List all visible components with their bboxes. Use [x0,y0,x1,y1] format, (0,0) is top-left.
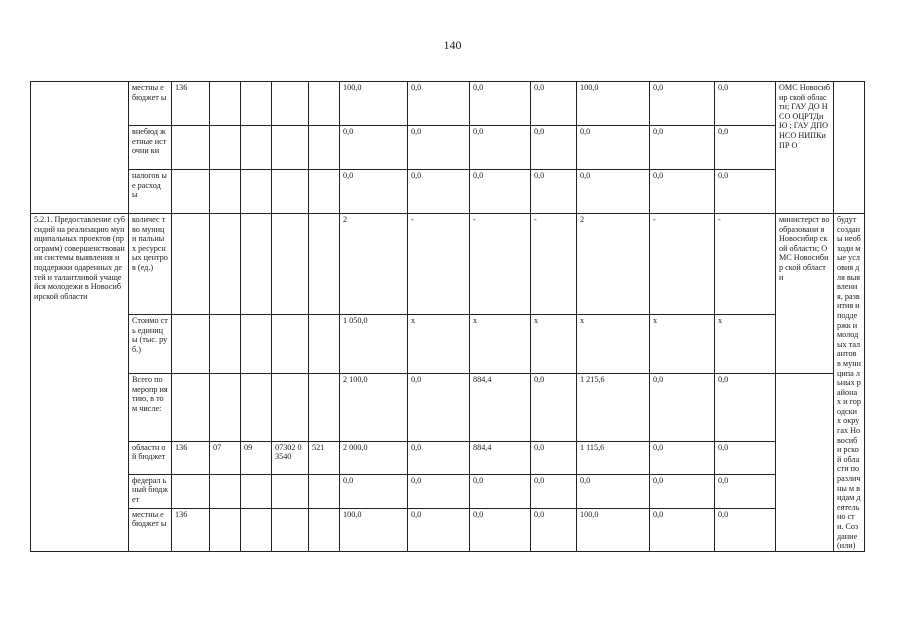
year-value: 2 [577,214,650,315]
year-value: 0,0 [650,170,715,214]
total-value: 1 050,0 [340,315,408,374]
budget-table [30,81,865,552]
total-value: 2 [340,214,408,315]
year-value: 0,0 [715,474,776,508]
funding-source: местны е бюджет ы [129,508,172,551]
year-value: 0,0 [531,508,577,551]
budget-code [172,214,210,315]
year-value: х [531,315,577,374]
subsection-code [241,508,272,551]
section-code [210,82,241,126]
target-article-code [272,315,309,374]
section-code [210,374,241,442]
year-value: 0,0 [470,126,531,170]
year-value: 0,0 [715,374,776,442]
year-value: 884,4 [470,441,531,474]
year-value: 0,0 [715,82,776,126]
target-article-code [272,508,309,551]
expense-type-code [309,508,340,551]
total-value: 2 000,0 [340,441,408,474]
table-row [31,126,865,170]
year-value: 0,0 [408,126,470,170]
year-value: 0,0 [650,126,715,170]
target-article-code [272,170,309,214]
expense-type-code [309,474,340,508]
year-value: х [577,315,650,374]
total-value: 0,0 [340,126,408,170]
year-value: 100,0 [577,82,650,126]
budget-code [172,374,210,442]
table-row [31,474,865,508]
section-code [210,474,241,508]
year-value: - [408,214,470,315]
subsection-code [241,374,272,442]
year-value: 884,4 [470,374,531,442]
subsection-code [241,474,272,508]
year-value: 0,0 [531,474,577,508]
target-article-code: 07302 03540 [272,441,309,474]
funding-source: Стоимо сть единиц ы (тыс. руб.) [129,315,172,374]
year-value: 0,0 [470,170,531,214]
year-value: 0,0 [715,441,776,474]
funding-source: внебюд жетные источни ки [129,126,172,170]
year-value: х [715,315,776,374]
expense-type-code [309,315,340,374]
year-value: 0,0 [577,474,650,508]
section-code: 07 [210,441,241,474]
expense-type-code [309,170,340,214]
year-value: 0,0 [470,508,531,551]
table-row [31,374,865,442]
year-value: - [715,214,776,315]
year-value: 0,0 [650,474,715,508]
executor-cell [776,374,834,552]
budget-code [172,315,210,374]
total-value: 0,0 [340,474,408,508]
budget-code [172,126,210,170]
year-value: х [470,315,531,374]
expense-type-code [309,126,340,170]
activity-name-cell: 5.2.1. Предоставление субсидий на реализацию муниципальных проектов (программ) совершенствования системы выявления и поддержки одаренных детей и талантливой учащейся молодежи в Новосибирской области [31,214,129,552]
executor-cell: ОМС Новосибир ской области; ГАУ ДО НСО ОЦРТДиЮ ; ГАУ ДПО НСО НИПКиПР О [776,82,834,214]
table-row [31,315,865,374]
executor-cell: министерст во образовани я Новосибир ской области; ОМС Новосибир ской области [776,214,834,374]
year-value: 0,0 [531,374,577,442]
result-cell [834,82,865,214]
budget-code [172,474,210,508]
budget-code: 136 [172,508,210,551]
budget-code: 136 [172,441,210,474]
subsection-code: 09 [241,441,272,474]
expense-type-code: 521 [309,441,340,474]
page-number: 140 [443,38,462,52]
year-value: 0,0 [650,82,715,126]
year-value: - [650,214,715,315]
table-body [31,82,865,552]
year-value: 0,0 [408,441,470,474]
expense-type-code [309,214,340,315]
year-value: 0,0 [577,170,650,214]
total-value: 100,0 [340,82,408,126]
total-value: 2 100,0 [340,374,408,442]
target-article-code [272,82,309,126]
year-value: 0,0 [577,126,650,170]
year-value: 0,0 [715,170,776,214]
subsection-code [241,170,272,214]
year-value: 0,0 [531,170,577,214]
year-value: 0,0 [650,441,715,474]
year-value: 0,0 [715,508,776,551]
target-article-code [272,126,309,170]
budget-code [172,170,210,214]
target-article-code [272,474,309,508]
year-value: 0,0 [531,441,577,474]
year-value: 0,0 [650,374,715,442]
subsection-code [241,126,272,170]
target-article-code [272,374,309,442]
year-value: 0,0 [408,374,470,442]
result-cell: будут созданы необходи мые условия для выявлени я, развития и поддержк и молодых талантов в муниципа льных районах и городских округах Новосиби рской области по различны м видам деятельно сти. Создание (или) [834,214,865,552]
funding-source: местны е бюджет ы [129,82,172,126]
table-row [31,508,865,551]
expense-type-code [309,82,340,126]
year-value: х [408,315,470,374]
year-value: 0,0 [470,82,531,126]
year-value: х [650,315,715,374]
table-row [31,441,865,474]
total-value: 0,0 [340,170,408,214]
funding-source: федерал ьный бюджет [129,474,172,508]
year-value: 0,0 [408,170,470,214]
section-code [210,170,241,214]
year-value: 0,0 [531,126,577,170]
year-value: 0,0 [408,82,470,126]
year-value: 0,0 [715,126,776,170]
funding-source: областн ой бюджет [129,441,172,474]
year-value: 0,0 [531,82,577,126]
section-code [210,214,241,315]
table-row [31,170,865,214]
target-article-code [272,214,309,315]
year-value: 0,0 [470,474,531,508]
subsection-code [241,82,272,126]
funding-source: налогов ые расход ы [129,170,172,214]
year-value: - [531,214,577,315]
subsection-code [241,214,272,315]
year-value: 0,0 [650,508,715,551]
funding-source: Всего по меропр иятию, в том числе: [129,374,172,442]
section-code [210,315,241,374]
year-value: 1 115,6 [577,441,650,474]
year-value: 0,0 [408,474,470,508]
year-value: 100,0 [577,508,650,551]
subsection-code [241,315,272,374]
year-value: 1 215,6 [577,374,650,442]
year-value: 0,0 [408,508,470,551]
section-code [210,126,241,170]
year-value: - [470,214,531,315]
table-row [31,82,865,126]
table-row [31,214,865,315]
budget-code: 136 [172,82,210,126]
total-value: 100,0 [340,508,408,551]
section-code [210,508,241,551]
funding-source: количес тво муници пальны х ресурсн ых центров (ед.) [129,214,172,315]
activity-name-cell [31,82,129,214]
expense-type-code [309,374,340,442]
